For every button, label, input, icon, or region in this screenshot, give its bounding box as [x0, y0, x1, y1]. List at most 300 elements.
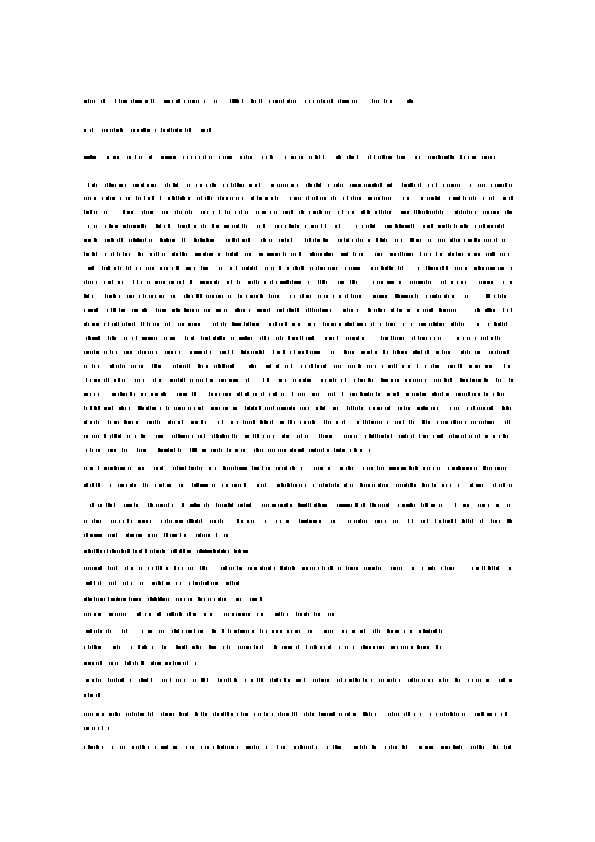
greek-glyph [406, 393, 408, 396]
greek-glyph [140, 582, 141, 585]
greek-glyph [112, 534, 114, 537]
greek-glyph [314, 309, 315, 312]
greek-glyph [331, 435, 332, 438]
greek-glyph [218, 295, 220, 298]
greek-glyph [337, 504, 338, 507]
greek-glyph [162, 449, 163, 452]
greek-glyph [503, 483, 505, 487]
greek-glyph [168, 448, 169, 452]
greek-glyph [160, 267, 162, 270]
greek-glyph [140, 253, 141, 256]
greek-glyph [414, 210, 415, 214]
greek-glyph [114, 421, 116, 424]
greek-glyph [471, 746, 472, 749]
greek-glyph [173, 612, 174, 616]
greek-glyph [358, 336, 359, 340]
greek-glyph [338, 100, 339, 103]
greek-glyph [283, 484, 284, 487]
greek-glyph [239, 392, 240, 396]
greek-glyph [125, 567, 126, 570]
greek-glyph [480, 184, 481, 187]
greek-glyph [421, 379, 422, 382]
greek-glyph [380, 504, 381, 507]
greek-glyph [415, 156, 417, 159]
greek-glyph [92, 503, 94, 507]
greek-glyph [287, 239, 289, 242]
greek-glyph [90, 239, 91, 242]
greek-glyph [345, 253, 347, 256]
greek-glyph [149, 323, 150, 326]
greek-glyph [186, 435, 187, 438]
greek-glyph [496, 567, 498, 570]
greek-glyph [413, 224, 414, 228]
greek-glyph [434, 484, 436, 487]
greek-glyph [180, 225, 181, 228]
greek-glyph [362, 239, 363, 242]
greek-glyph [308, 746, 309, 749]
greek-glyph [247, 550, 248, 553]
greek-glyph [393, 646, 395, 649]
greek-glyph [382, 239, 384, 242]
greek-glyph [275, 322, 277, 326]
greek-glyph [96, 534, 98, 537]
greek-glyph [208, 598, 209, 601]
greek-glyph [224, 504, 226, 507]
greek-glyph [84, 309, 85, 312]
greek-glyph [344, 420, 345, 424]
greek-glyph [369, 449, 370, 452]
greek-glyph [364, 567, 365, 570]
greek-glyph [294, 467, 295, 470]
greek-glyph [288, 520, 289, 523]
greek-glyph [510, 281, 512, 284]
greek-glyph [98, 406, 100, 410]
greek-glyph [439, 323, 441, 326]
greek-glyph [84, 694, 86, 697]
greek-glyph [259, 99, 260, 103]
greek-glyph [90, 694, 92, 697]
greek-glyph [461, 435, 462, 438]
greek-glyph [423, 406, 425, 410]
greek-glyph [169, 484, 171, 487]
greek-glyph [237, 183, 239, 187]
greek-glyph [141, 678, 143, 682]
greek-glyph [136, 746, 137, 749]
greek-glyph [109, 183, 111, 187]
greek-glyph [481, 421, 482, 424]
greek-glyph [387, 184, 389, 187]
greek-glyph [338, 281, 339, 284]
greek-glyph [458, 407, 459, 410]
greek-glyph [319, 712, 320, 716]
greek-glyph [168, 100, 170, 103]
greek-glyph [430, 211, 431, 214]
greek-glyph [122, 323, 123, 326]
greek-glyph [500, 253, 501, 256]
greek-glyph [212, 183, 214, 187]
greek-glyph [391, 630, 393, 633]
greek-glyph [114, 267, 116, 270]
greek-glyph [405, 211, 406, 214]
greek-glyph [302, 746, 303, 749]
greek-glyph [456, 393, 457, 396]
greek-glyph [330, 630, 331, 633]
greek-glyph [411, 323, 412, 326]
greek-glyph [230, 630, 231, 633]
greek-glyph [288, 679, 290, 682]
greek-glyph [180, 323, 181, 326]
greek-glyph [238, 581, 239, 585]
greek-glyph [366, 746, 367, 749]
greek-glyph [205, 197, 206, 200]
greek-glyph [430, 567, 432, 570]
greek-glyph [352, 239, 353, 242]
greek-glyph [213, 746, 214, 749]
greek-glyph [84, 713, 85, 716]
greek-glyph [485, 466, 486, 470]
greek-glyph [431, 630, 432, 633]
greek-glyph [115, 662, 116, 665]
greek-glyph [234, 549, 235, 553]
greek-glyph [249, 184, 251, 187]
greek-glyph [263, 238, 265, 242]
greek-glyph [115, 581, 116, 585]
greek-glyph [456, 467, 458, 470]
greek-glyph [455, 420, 456, 424]
greek-glyph [383, 379, 385, 382]
greek-glyph [203, 678, 205, 682]
greek-glyph [295, 379, 296, 382]
greek-glyph [121, 613, 122, 616]
greek-glyph [306, 197, 307, 200]
greek-glyph [510, 407, 511, 410]
greek-glyph [195, 613, 196, 616]
greek-glyph [468, 679, 469, 682]
greek-glyph [335, 197, 336, 200]
greek-glyph [247, 351, 249, 354]
greek-glyph [360, 630, 362, 633]
greek-glyph [459, 679, 460, 682]
greek-glyph [224, 364, 225, 368]
greek-glyph [113, 549, 114, 553]
greek-glyph [223, 745, 224, 749]
greek-glyph [94, 534, 96, 537]
greek-glyph [137, 662, 138, 665]
greek-glyph [288, 336, 290, 340]
greek-glyph [155, 484, 156, 487]
greek-glyph [414, 678, 415, 682]
greek-glyph [240, 295, 242, 298]
greek-glyph [296, 712, 297, 716]
greek-glyph [109, 295, 111, 298]
greek-glyph [149, 281, 150, 284]
greek-glyph [439, 629, 440, 633]
greek-glyph [299, 267, 300, 270]
greek-glyph [135, 435, 136, 438]
greek-glyph [341, 713, 342, 716]
greek-glyph [166, 238, 168, 242]
greek-glyph [440, 253, 442, 256]
greek-glyph [421, 407, 423, 410]
greek-glyph [92, 550, 93, 553]
greek-glyph [113, 520, 114, 523]
greek-glyph [499, 467, 500, 470]
greek-glyph [297, 184, 298, 187]
greek-glyph [385, 210, 386, 214]
greek-glyph [156, 435, 157, 438]
greek-glyph [181, 467, 183, 470]
greek-glyph [207, 211, 208, 214]
greek-glyph [130, 467, 131, 470]
greek-glyph [108, 727, 109, 730]
greek-glyph [300, 613, 302, 616]
greek-glyph [423, 309, 424, 312]
greek-glyph [220, 365, 221, 368]
greek-glyph [266, 365, 268, 368]
greek-glyph [395, 351, 396, 354]
greek-glyph [171, 520, 172, 523]
greek-glyph [138, 534, 140, 537]
greek-glyph [92, 281, 93, 284]
greek-glyph [439, 504, 440, 507]
greek-glyph [194, 448, 196, 452]
greek-glyph [323, 155, 324, 159]
greek-glyph [248, 567, 249, 570]
greek-glyph [421, 520, 422, 523]
greek-glyph [212, 435, 213, 438]
greek-glyph [162, 504, 163, 507]
greek-glyph [100, 661, 102, 665]
greek-glyph [413, 379, 414, 382]
greek-glyph [110, 407, 111, 410]
greek-glyph [250, 503, 251, 507]
greek-glyph [213, 323, 214, 326]
greek-glyph [399, 156, 400, 159]
greek-glyph [211, 550, 212, 553]
greek-glyph [397, 646, 398, 649]
greek-glyph [469, 435, 470, 438]
greek-glyph [406, 504, 408, 507]
greek-glyph [181, 520, 183, 523]
greek-glyph [283, 211, 284, 214]
greek-glyph [424, 211, 425, 214]
greek-glyph [320, 197, 321, 200]
greek-glyph [337, 407, 338, 410]
greek-glyph [142, 520, 144, 523]
greek-glyph [196, 309, 197, 312]
greek-glyph [96, 337, 98, 340]
greek-glyph [96, 308, 98, 312]
greek-glyph [404, 484, 406, 487]
greek-glyph [154, 534, 155, 537]
greek-glyph [184, 197, 185, 200]
greek-glyph [327, 239, 328, 242]
greek-glyph [230, 267, 232, 270]
greek-glyph [295, 484, 297, 487]
greek-glyph [345, 679, 346, 682]
greek-glyph [348, 520, 349, 523]
greek-glyph [298, 746, 299, 749]
greek-glyph [84, 365, 85, 368]
greek-glyph [372, 745, 374, 749]
greek-glyph [84, 129, 86, 132]
greek-glyph [306, 746, 307, 749]
greek-glyph [319, 155, 320, 159]
greek-glyph [494, 322, 496, 326]
greek-glyph [355, 295, 356, 298]
greek-glyph [363, 678, 364, 682]
greek-glyph [244, 613, 245, 616]
greek-glyph [88, 156, 90, 159]
greek-glyph [315, 364, 316, 368]
greek-glyph [92, 351, 93, 354]
greek-glyph [225, 156, 226, 159]
greek-glyph [383, 646, 384, 649]
greek-glyph [107, 156, 109, 159]
greek-glyph [355, 197, 356, 200]
greek-glyph [417, 351, 419, 354]
greek-glyph [190, 100, 191, 103]
greek-glyph [116, 566, 117, 570]
greek-glyph [284, 567, 286, 570]
greek-glyph [152, 267, 154, 270]
greek-glyph [141, 567, 142, 570]
greek-glyph [88, 679, 89, 682]
greek-glyph [507, 420, 508, 424]
greek-glyph [219, 407, 220, 410]
greek-glyph [348, 365, 349, 368]
greek-glyph [440, 295, 441, 298]
greek-glyph [398, 407, 399, 410]
greek-glyph [353, 196, 354, 200]
greek-glyph [226, 484, 228, 487]
greek-glyph [468, 239, 470, 242]
greek-glyph [340, 467, 342, 470]
greek-glyph [243, 420, 244, 424]
greek-glyph [129, 211, 130, 214]
greek-glyph [240, 323, 241, 326]
greek-glyph [350, 520, 351, 523]
greek-glyph [182, 567, 183, 570]
greek-glyph [360, 449, 362, 452]
greek-glyph [84, 252, 85, 256]
greek-glyph [106, 630, 107, 633]
greek-glyph [271, 253, 273, 256]
greek-glyph [462, 713, 463, 716]
greek-glyph [368, 156, 369, 159]
greek-glyph [472, 393, 473, 396]
greek-glyph [471, 407, 472, 410]
greek-glyph [269, 393, 270, 396]
greek-glyph [347, 252, 348, 256]
greek-glyph [163, 295, 164, 298]
greek-glyph [174, 421, 175, 424]
greek-glyph [210, 520, 211, 523]
greek-glyph [389, 746, 390, 749]
greek-glyph [402, 745, 404, 749]
greek-glyph [354, 393, 355, 396]
greek-glyph [166, 567, 168, 570]
greek-glyph [137, 598, 138, 601]
greek-glyph [86, 727, 88, 730]
greek-glyph [227, 746, 228, 749]
greek-glyph [161, 281, 162, 284]
greek-glyph [464, 156, 465, 159]
greek-glyph [248, 746, 250, 749]
greek-glyph [195, 467, 196, 470]
greek-glyph [464, 239, 465, 242]
greek-glyph [249, 337, 250, 340]
greek-glyph [92, 713, 93, 716]
greek-glyph [251, 421, 252, 424]
greek-glyph [369, 211, 370, 214]
greek-glyph [161, 295, 162, 298]
greek-glyph [465, 197, 466, 200]
greek-glyph [354, 630, 355, 633]
greek-glyph [283, 350, 285, 354]
greek-glyph [192, 448, 194, 452]
greek-glyph [259, 225, 260, 228]
greek-glyph [367, 421, 368, 424]
greek-glyph [183, 467, 184, 470]
greek-glyph [171, 351, 173, 354]
greek-glyph [226, 504, 227, 507]
greek-glyph [487, 281, 489, 284]
greek-glyph [509, 567, 511, 570]
greek-glyph [94, 183, 95, 187]
greek-glyph [158, 225, 160, 228]
greek-glyph [123, 582, 124, 585]
greek-glyph [437, 322, 438, 326]
greek-glyph [86, 662, 87, 665]
greek-glyph [309, 156, 310, 159]
greek-glyph [281, 309, 282, 312]
greek-glyph [118, 129, 119, 132]
greek-glyph [398, 253, 399, 256]
greek-glyph [333, 520, 335, 523]
greek-glyph [237, 393, 239, 396]
greek-glyph [352, 184, 354, 187]
greek-glyph [109, 613, 111, 616]
greek-glyph [205, 713, 207, 716]
greek-glyph [227, 467, 228, 470]
greek-glyph [440, 239, 441, 242]
greek-glyph [216, 225, 218, 228]
greek-glyph [275, 295, 276, 298]
greek-glyph [138, 712, 139, 716]
greek-glyph [215, 407, 217, 410]
greek-glyph [88, 351, 89, 354]
greek-glyph [254, 645, 255, 649]
greek-glyph [484, 156, 486, 159]
greek-glyph [442, 484, 444, 487]
greek-glyph [227, 407, 228, 410]
greek-glyph [98, 504, 99, 507]
greek-glyph [295, 630, 297, 633]
greek-glyph [294, 712, 295, 716]
greek-glyph [438, 393, 439, 396]
greek-glyph [98, 520, 99, 523]
greek-glyph [205, 421, 206, 424]
greek-glyph [409, 379, 411, 382]
greek-glyph [293, 267, 294, 270]
greek-glyph [406, 483, 407, 487]
greek-glyph [354, 567, 355, 570]
greek-glyph [192, 435, 193, 438]
greek-glyph [456, 713, 457, 716]
greek-glyph [308, 503, 309, 507]
greek-glyph [497, 467, 499, 470]
